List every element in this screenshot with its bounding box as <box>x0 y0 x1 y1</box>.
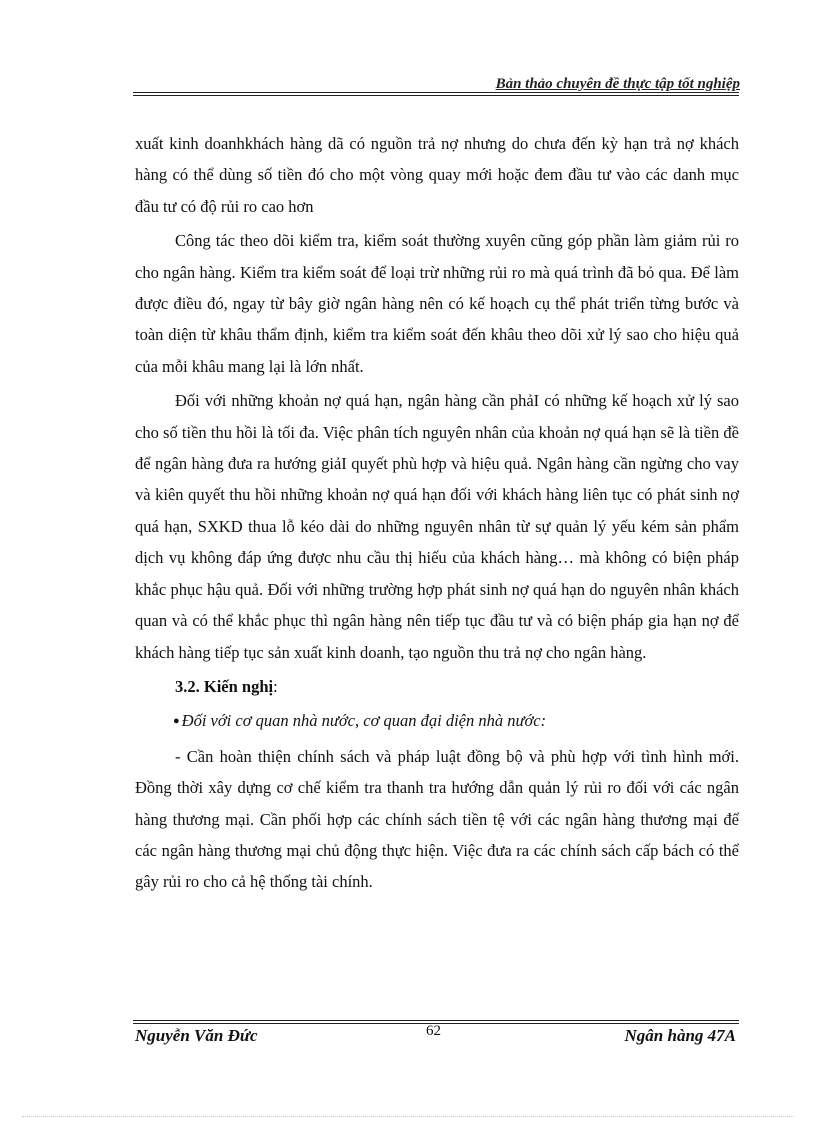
bullet-item <box>135 705 739 737</box>
header-rule <box>133 92 739 93</box>
page-edge-divider <box>22 1116 794 1117</box>
paragraph-policy: - Cần hoàn thiện chính sách và pháp luật đồng bộ và phù hợp với tình hình mới. Đồng thời xây dựng cơ chế kiểm tra thanh tra hướng dẫn quản lý rủi ro đối với các ngân hàng thương mại. Cần phối hợp các chính sách tiền tệ với các ngân hàng thương mại để các ngân hàng thương mại chủ động thực hiện. Việc đưa ra các chính sách cấp bách có thể gây rủi ro cho cả hệ thống tài chính. <box>135 746 739 892</box>
footer-rule <box>133 1020 739 1021</box>
page-number: 62 <box>426 1023 441 1039</box>
bullet-item-text: Đối với cơ quan nhà nước, cơ quan đại diện nhà nước: <box>181 711 547 731</box>
paragraph-continuation: xuất kinh doanhkhách hàng dã có nguồn trả nợ nhưng do chưa đến kỳ hạn trả nợ khách hàng có thể dùng số tiền đó cho một vòng quay mới hoặc đem đầu tư vào các danh mục đầu tư có độ rủi ro cao hơn <box>135 134 739 216</box>
bullet-icon: ● <box>173 715 180 728</box>
section-heading <box>135 671 739 702</box>
footer-class-name: Ngân hàng 47A <box>624 1026 736 1045</box>
header-rule-second <box>133 95 739 96</box>
footer-author: Nguyễn Văn Đức <box>135 1026 258 1045</box>
section-heading-text: 3.2. Kiến nghị <box>175 676 274 696</box>
document-body <box>135 128 739 901</box>
section-heading-colon: : <box>273 676 278 696</box>
paragraph-monitoring: Công tác theo dõi kiểm tra, kiểm soát thường xuyên cũng góp phần làm giảm rủi ro cho ngân hàng. Kiểm tra kiểm soát để loại trừ những rủi ro mà quá trình đã bỏ qua. Để làm được điều đó, ngay từ bây giờ ngân hàng nên có kế hoạch cụ thể phát triển từng bước và toàn diện từ khâu thẩm định, kiểm tra kiểm soát đến khâu theo dõi xử lý sao cho hiệu quả của mỗi khâu mang lại là lớn nhất. <box>135 231 739 376</box>
header-title: Bản thảo chuyên đề thực tập tốt nghiệp <box>495 76 740 92</box>
paragraph-overdue-debt: Đối với những khoản nợ quá hạn, ngân hàng cần phảI có những kế hoạch xử lý sao cho số tiền thu hồi là tối đa. Việc phân tích nguyên nhân của khoản nợ quá hạn sẽ là tiền đề để ngân hàng đưa ra hướng giảI quyết phù hợp và hiệu quả. Ngân hàng cần ngừng cho vay và kiên quyết thu hồi những khoản nợ quá hạn đối với khách hàng liên tục có phát sinh nợ quá hạn, SXKD thua lỗ kéo dài do những nguyên nhân từ sự quản lý yếu kém sản phẩm dịch vụ không đáp ứng được nhu cầu thị hiếu của khách hàng… mà không có biện pháp khắc phục hậu quả. Đối với những trường hợp phát sinh nợ quá hạn do nguyên nhân khách quan và có thể khắc phục thì ngân hàng nên tiếp tục đầu tư và có biện pháp gia hạn nợ để khách hàng tiếp tục sản xuất kinh doanh, tạo nguồn thu trả nợ cho ngân hàng. <box>135 391 739 662</box>
